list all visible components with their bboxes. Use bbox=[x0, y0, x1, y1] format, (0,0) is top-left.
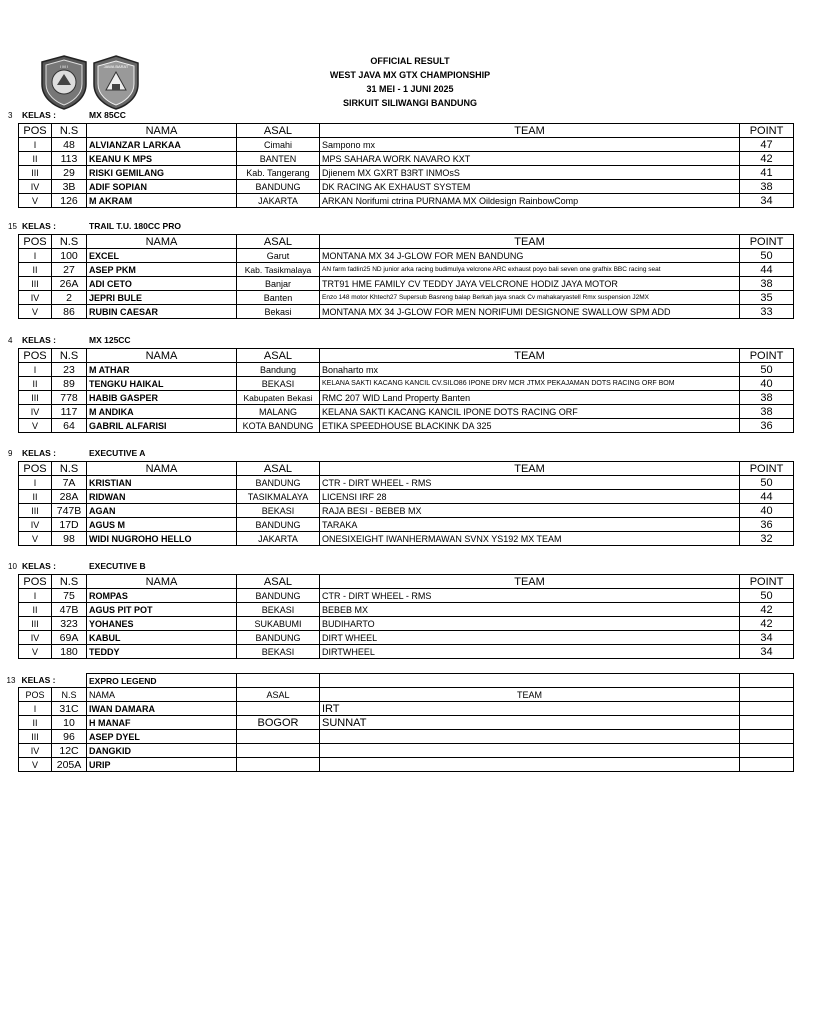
cell-nama: KRISTIAN bbox=[87, 476, 237, 490]
table-row bbox=[19, 405, 794, 419]
cell-team: Sampono mx bbox=[320, 138, 740, 152]
cell-point: 34 bbox=[740, 631, 794, 645]
cell-point: 41 bbox=[740, 166, 794, 180]
table-row bbox=[19, 180, 794, 194]
cell-ns: 3B bbox=[52, 180, 87, 194]
class-number: 9 bbox=[8, 449, 13, 458]
cell-nama: AGAN bbox=[87, 504, 237, 518]
cell-nama: IWAN DAMARA bbox=[87, 702, 237, 716]
cell-pos: III bbox=[19, 166, 52, 180]
cell-pos: II bbox=[19, 603, 52, 617]
cell-nama: RUBIN CAESAR bbox=[87, 305, 237, 319]
cell-ns: 100 bbox=[52, 249, 87, 263]
results-table bbox=[18, 123, 794, 208]
table-row bbox=[19, 419, 794, 433]
cell-ns: 117 bbox=[52, 405, 87, 419]
cell-asal: SUKABUMI bbox=[237, 617, 320, 631]
cell-ns: 29 bbox=[52, 166, 87, 180]
table-row bbox=[19, 532, 794, 546]
cell-asal: BANDUNG bbox=[237, 518, 320, 532]
table-header-row bbox=[19, 235, 794, 249]
kelas-label: KELAS : bbox=[22, 110, 56, 120]
results-table bbox=[18, 574, 794, 659]
table-row bbox=[19, 194, 794, 208]
cell-asal bbox=[237, 730, 320, 744]
cell-team: LICENSI IRF 28 bbox=[320, 490, 740, 504]
cell-team: RAJA BESI - BEBEB MX bbox=[320, 504, 740, 518]
cell-nama: TENGKU HAIKAL bbox=[87, 377, 237, 391]
cell-asal: BANTEN bbox=[237, 152, 320, 166]
col-header-pos: POS bbox=[19, 462, 52, 476]
cell-point: 50 bbox=[740, 589, 794, 603]
class-section bbox=[8, 110, 793, 208]
cell-pos: II bbox=[19, 716, 52, 730]
col-header-point: POINT bbox=[740, 349, 794, 363]
kelas-label: KELAS : bbox=[22, 448, 56, 458]
cell-pos: IV bbox=[19, 291, 52, 305]
cell-nama: WIDI NUGROHO HELLO bbox=[87, 532, 237, 546]
cell-asal bbox=[237, 702, 320, 716]
cell-nama: URIP bbox=[87, 758, 237, 772]
table-row bbox=[19, 152, 794, 166]
col-header-nama: NAMA bbox=[87, 124, 237, 138]
cell-team: ONESIXEIGHT IWANHERMAWAN SVNX YS192 MX TEAM bbox=[320, 532, 740, 546]
cell-point: 38 bbox=[740, 405, 794, 419]
col-header-team: TEAM bbox=[320, 349, 740, 363]
cell-ns: 86 bbox=[52, 305, 87, 319]
cell-point: 50 bbox=[740, 476, 794, 490]
cell-nama: KEANU K MPS bbox=[87, 152, 237, 166]
table-row bbox=[19, 166, 794, 180]
table-row bbox=[19, 305, 794, 319]
col-header-team: TEAM bbox=[320, 124, 740, 138]
cell-point bbox=[740, 716, 794, 730]
cell-pos: V bbox=[19, 305, 52, 319]
table-row bbox=[19, 138, 794, 152]
cell-point: 44 bbox=[740, 263, 794, 277]
cell-pos: II bbox=[19, 152, 52, 166]
col-header-asal: ASAL bbox=[237, 462, 320, 476]
cell-team: Djienem MX GXRT B3RT INMOsS bbox=[320, 166, 740, 180]
cell-pos: V bbox=[19, 645, 52, 659]
cell-ns: 205A bbox=[52, 758, 87, 772]
table-header-row bbox=[19, 124, 794, 138]
cell-point: 35 bbox=[740, 291, 794, 305]
class-number: 10 bbox=[8, 562, 17, 571]
jawa-barat-logo-icon bbox=[90, 54, 142, 110]
cell-ns: 64 bbox=[52, 419, 87, 433]
col-header-pos: POS bbox=[19, 349, 52, 363]
col-header-pos: POS bbox=[19, 235, 52, 249]
cell-point: 32 bbox=[740, 532, 794, 546]
cell-ns: 47B bbox=[52, 603, 87, 617]
col-header-point: POINT bbox=[740, 235, 794, 249]
cell-team: RMC 207 WID Land Property Banten bbox=[320, 391, 740, 405]
cell-team: ARKAN Norifumi ctrina PURNAMA MX Oildesign RainbowComp bbox=[320, 194, 740, 208]
cell-asal: Bandung bbox=[237, 363, 320, 377]
cell-ns: 747B bbox=[52, 504, 87, 518]
cell-ns: 12C bbox=[52, 744, 87, 758]
col-header-ns: N.S bbox=[52, 235, 87, 249]
col-header-nama: NAMA bbox=[87, 462, 237, 476]
cell-nama: HABIB GASPER bbox=[87, 391, 237, 405]
cell-point: 42 bbox=[740, 617, 794, 631]
cell-pos: III bbox=[19, 391, 52, 405]
col-header-nama: NAMA bbox=[87, 349, 237, 363]
cell-asal: Bekasi bbox=[237, 305, 320, 319]
col-header-asal: ASAL bbox=[237, 349, 320, 363]
cell-ns: 28A bbox=[52, 490, 87, 504]
results-table bbox=[6, 673, 794, 772]
results-table bbox=[18, 461, 794, 546]
cell-point: 40 bbox=[740, 377, 794, 391]
cell-asal: JAKARTA bbox=[237, 194, 320, 208]
cell-nama: EXCEL bbox=[87, 249, 237, 263]
cell-pos: I bbox=[19, 249, 52, 263]
table-row bbox=[19, 730, 794, 744]
cell-asal: Kabupaten Bekasi bbox=[237, 391, 320, 405]
col-header-team: TEAM bbox=[320, 235, 740, 249]
table-row bbox=[19, 476, 794, 490]
cell-team: CTR - DIRT WHEEL - RMS bbox=[320, 476, 740, 490]
cell-point: 36 bbox=[740, 518, 794, 532]
table-row bbox=[19, 377, 794, 391]
cell-pos: II bbox=[19, 263, 52, 277]
cell-asal: Banten bbox=[237, 291, 320, 305]
table-row bbox=[19, 603, 794, 617]
cell-ns: 2 bbox=[52, 291, 87, 305]
cell-team: DIRTWHEEL bbox=[320, 645, 740, 659]
cell-pos: IV bbox=[19, 631, 52, 645]
class-heading bbox=[8, 561, 793, 574]
cell-pos: V bbox=[19, 532, 52, 546]
cell-point: 42 bbox=[740, 152, 794, 166]
cell-nama: ROMPAS bbox=[87, 589, 237, 603]
col-header-ns: N.S bbox=[52, 462, 87, 476]
cell-team: SUNNAT bbox=[320, 716, 740, 730]
cell-point: 50 bbox=[740, 249, 794, 263]
cell-asal: BEKASI bbox=[237, 504, 320, 518]
class-section bbox=[8, 221, 793, 319]
cell-pos: I bbox=[19, 138, 52, 152]
class-heading bbox=[8, 221, 793, 234]
cell-pos: IV bbox=[19, 518, 52, 532]
table-row bbox=[19, 702, 794, 716]
cell-asal: JAKARTA bbox=[237, 532, 320, 546]
cell-nama: RIDWAN bbox=[87, 490, 237, 504]
cell-team bbox=[320, 744, 740, 758]
cell-ns: 69A bbox=[52, 631, 87, 645]
cell-asal: BEKASI bbox=[237, 603, 320, 617]
class-number: 3 bbox=[8, 111, 13, 120]
table-row bbox=[19, 504, 794, 518]
cell-pos: I bbox=[19, 589, 52, 603]
col-header-ns: N.S bbox=[52, 124, 87, 138]
document-header bbox=[310, 54, 510, 110]
cell-nama: H MANAF bbox=[87, 716, 237, 730]
cell-nama: AGUS PIT POT bbox=[87, 603, 237, 617]
col-header-pos: POS bbox=[19, 575, 52, 589]
col-header-team: TEAM bbox=[320, 462, 740, 476]
cell-asal bbox=[237, 758, 320, 772]
class-heading bbox=[8, 110, 793, 123]
table-row bbox=[19, 391, 794, 405]
col-header-nama: NAMA bbox=[87, 688, 237, 702]
cell-team: BUDIHARTO bbox=[320, 617, 740, 631]
cell-nama: KABUL bbox=[87, 631, 237, 645]
cell-team: AN farm fadlin25 ND junior arka racing budimulya velcrone ARC exhaust poyo bali seven one grafhix BBC racing seat bbox=[320, 263, 740, 277]
kelas-label: KELAS : bbox=[22, 335, 56, 345]
cell-point: 42 bbox=[740, 603, 794, 617]
cell-ns: 89 bbox=[52, 377, 87, 391]
cell-team bbox=[320, 758, 740, 772]
class-section bbox=[8, 335, 793, 433]
cell-nama: M ATHAR bbox=[87, 363, 237, 377]
cell-asal: Banjar bbox=[237, 277, 320, 291]
header-title: OFFICIAL RESULT bbox=[370, 56, 450, 66]
cell-pos: IV bbox=[19, 180, 52, 194]
cell-pos: V bbox=[19, 194, 52, 208]
cell-asal: Cimahi bbox=[237, 138, 320, 152]
cell-ns: 96 bbox=[52, 730, 87, 744]
table-row bbox=[19, 716, 794, 730]
cell-nama: ASEP PKM bbox=[87, 263, 237, 277]
cell-asal: MALANG bbox=[237, 405, 320, 419]
cell-team: KELANA SAKTI KACANG KANCIL CV.SILO86 IPONE DRV MCR JTMX PEKAJAMAN DOTS RACING ORF BOM bbox=[320, 377, 740, 391]
cell-point: 44 bbox=[740, 490, 794, 504]
cell-team: TARAKA bbox=[320, 518, 740, 532]
cell-point: 36 bbox=[740, 419, 794, 433]
cell-ns: 7A bbox=[52, 476, 87, 490]
cell-point: 34 bbox=[740, 194, 794, 208]
cell-team: Enzo 148 motor Khtech27 Supersub Basreng balap Berkah jaya snack Cv mahakaryastell Rmx suspension J2MX bbox=[320, 291, 740, 305]
cell-nama: ADI CETO bbox=[87, 277, 237, 291]
cell-team: BEBEB MX bbox=[320, 603, 740, 617]
results-table bbox=[18, 348, 794, 433]
col-header-pos: POS bbox=[19, 124, 52, 138]
table-row bbox=[19, 277, 794, 291]
cell-point bbox=[740, 758, 794, 772]
cell-asal: Kab. Tangerang bbox=[237, 166, 320, 180]
class-number: 4 bbox=[8, 336, 13, 345]
cell-team: IRT bbox=[320, 702, 740, 716]
cell-team: MONTANA MX 34 J-GLOW FOR MEN NORIFUMI DESIGNONE SWALLOW SPM ADD bbox=[320, 305, 740, 319]
cell-team: DIRT WHEEL bbox=[320, 631, 740, 645]
header-date: 31 MEI - 1 JUNI 2025 bbox=[366, 84, 454, 94]
cell-nama: RISKI GEMILANG bbox=[87, 166, 237, 180]
cell-pos: I bbox=[19, 702, 52, 716]
cell-asal: TASIKMALAYA bbox=[237, 490, 320, 504]
col-header-pos: POS bbox=[19, 688, 52, 702]
col-header-asal: ASAL bbox=[237, 235, 320, 249]
cell-asal: Garut bbox=[237, 249, 320, 263]
kelas-label: KELAS : bbox=[22, 561, 56, 571]
cell-nama: GABRIL ALFARISI bbox=[87, 419, 237, 433]
cell-pos: III bbox=[19, 617, 52, 631]
cell-ns: 98 bbox=[52, 532, 87, 546]
cell-asal: BANDUNG bbox=[237, 180, 320, 194]
cell-pos: III bbox=[19, 730, 52, 744]
table-row bbox=[19, 744, 794, 758]
table-row bbox=[19, 363, 794, 377]
cell-pos: II bbox=[19, 490, 52, 504]
col-header-asal: ASAL bbox=[237, 688, 320, 702]
cell-ns: 10 bbox=[52, 716, 87, 730]
class-name: MX 125CC bbox=[89, 335, 131, 345]
col-header-ns: N.S bbox=[52, 575, 87, 589]
results-table bbox=[18, 234, 794, 319]
class-name: EXECUTIVE A bbox=[89, 448, 146, 458]
cell-ns: 48 bbox=[52, 138, 87, 152]
cell-ns: 323 bbox=[52, 617, 87, 631]
cell-point: 38 bbox=[740, 180, 794, 194]
cell-team bbox=[320, 730, 740, 744]
cell-team: Bonaharto mx bbox=[320, 363, 740, 377]
cell-point: 50 bbox=[740, 363, 794, 377]
col-header-point: POINT bbox=[740, 575, 794, 589]
cell-point: 40 bbox=[740, 504, 794, 518]
cell-point: 38 bbox=[740, 391, 794, 405]
col-header-nama: NAMA bbox=[87, 235, 237, 249]
table-row bbox=[19, 291, 794, 305]
cell-ns: 113 bbox=[52, 152, 87, 166]
table-row bbox=[19, 518, 794, 532]
table-header-row bbox=[19, 349, 794, 363]
svg-text:JAWA BARAT: JAWA BARAT bbox=[103, 64, 129, 69]
table-row bbox=[19, 263, 794, 277]
cell-team: MONTANA MX 34 J-GLOW FOR MEN BANDUNG bbox=[320, 249, 740, 263]
header-championship: WEST JAVA MX GTX CHAMPIONSHIP bbox=[329, 70, 491, 80]
cell-team: KELANA SAKTI KACANG KANCIL IPONE DOTS RACING ORF bbox=[320, 405, 740, 419]
cell-nama: ADIF SOPIAN bbox=[87, 180, 237, 194]
cell-ns: 180 bbox=[52, 645, 87, 659]
cell-asal: BEKASI bbox=[237, 377, 320, 391]
cell-nama: M AKRAM bbox=[87, 194, 237, 208]
cell-asal: BEKASI bbox=[237, 645, 320, 659]
imi-logo-icon bbox=[38, 54, 90, 110]
cell-pos: I bbox=[19, 476, 52, 490]
class-number: 13 KELAS : bbox=[19, 674, 52, 688]
kelas-label: KELAS : bbox=[22, 221, 56, 231]
cell-nama: M ANDIKA bbox=[87, 405, 237, 419]
cell-asal: BANDUNG bbox=[237, 631, 320, 645]
cell-nama: TEDDY bbox=[87, 645, 237, 659]
col-header-asal: ASAL bbox=[237, 124, 320, 138]
table-row bbox=[19, 758, 794, 772]
class-section bbox=[8, 448, 793, 546]
cell-pos: I bbox=[19, 363, 52, 377]
col-header-point: POINT bbox=[740, 124, 794, 138]
col-header-asal: ASAL bbox=[237, 575, 320, 589]
cell-pos: V bbox=[19, 758, 52, 772]
class-name: EXPRO LEGEND bbox=[87, 674, 237, 688]
cell-asal: Kab. Tasikmalaya bbox=[237, 263, 320, 277]
cell-ns: 778 bbox=[52, 391, 87, 405]
cell-pos: II bbox=[19, 377, 52, 391]
cell-team: DK RACING AK EXHAUST SYSTEM bbox=[320, 180, 740, 194]
cell-nama: AGUS M bbox=[87, 518, 237, 532]
class-name: TRAIL T.U. 180CC PRO bbox=[89, 221, 181, 231]
table-row bbox=[19, 617, 794, 631]
cell-team: TRT91 HME FAMILY CV TEDDY JAYA VELCRONE HODIZ JAYA MOTOR bbox=[320, 277, 740, 291]
cell-ns: 23 bbox=[52, 363, 87, 377]
table-row bbox=[19, 589, 794, 603]
cell-asal: BANDUNG bbox=[237, 476, 320, 490]
class-name: EXECUTIVE B bbox=[89, 561, 146, 571]
cell-ns: 17D bbox=[52, 518, 87, 532]
col-header-team: TEAM bbox=[320, 688, 740, 702]
table-header-row bbox=[19, 575, 794, 589]
col-header-team: TEAM bbox=[320, 575, 740, 589]
cell-asal: BANDUNG bbox=[237, 589, 320, 603]
table-header-row bbox=[19, 462, 794, 476]
cell-team: CTR - DIRT WHEEL - RMS bbox=[320, 589, 740, 603]
cell-ns: 31C bbox=[52, 702, 87, 716]
cell-nama: JEPRI BULE bbox=[87, 291, 237, 305]
cell-ns: 75 bbox=[52, 589, 87, 603]
class-section-expro-legend bbox=[6, 673, 793, 772]
cell-point bbox=[740, 730, 794, 744]
cell-nama: DANGKID bbox=[87, 744, 237, 758]
class-heading bbox=[8, 335, 793, 348]
svg-text:I M I: I M I bbox=[60, 64, 68, 69]
table-row bbox=[19, 249, 794, 263]
cell-ns: 27 bbox=[52, 263, 87, 277]
col-header-point: POINT bbox=[740, 462, 794, 476]
cell-ns: 126 bbox=[52, 194, 87, 208]
cell-asal bbox=[237, 744, 320, 758]
cell-point: 38 bbox=[740, 277, 794, 291]
cell-nama: ASEP DYEL bbox=[87, 730, 237, 744]
cell-team: MPS SAHARA WORK NAVARO KXT bbox=[320, 152, 740, 166]
table-row bbox=[19, 631, 794, 645]
cell-point: 47 bbox=[740, 138, 794, 152]
table-row bbox=[19, 490, 794, 504]
header-venue: SIRKUIT SILIWANGI BANDUNG bbox=[343, 98, 477, 108]
cell-pos: IV bbox=[19, 744, 52, 758]
cell-pos: III bbox=[19, 277, 52, 291]
class-section bbox=[8, 561, 793, 659]
cell-nama: YOHANES bbox=[87, 617, 237, 631]
cell-asal: KOTA BANDUNG bbox=[237, 419, 320, 433]
col-header-nama: NAMA bbox=[87, 575, 237, 589]
table-row bbox=[19, 645, 794, 659]
cell-team: ETIKA SPEEDHOUSE BLACKINK DA 325 bbox=[320, 419, 740, 433]
class-heading bbox=[8, 448, 793, 461]
cell-pos: III bbox=[19, 504, 52, 518]
cell-pos: IV bbox=[19, 405, 52, 419]
cell-point bbox=[740, 702, 794, 716]
col-header-ns: N.S bbox=[52, 349, 87, 363]
col-header-ns: N.S bbox=[52, 688, 87, 702]
class-number: 15 bbox=[8, 222, 17, 231]
cell-asal: BOGOR bbox=[237, 716, 320, 730]
class-name: MX 85CC bbox=[89, 110, 126, 120]
cell-pos: V bbox=[19, 419, 52, 433]
cell-point: 34 bbox=[740, 645, 794, 659]
cell-ns: 26A bbox=[52, 277, 87, 291]
cell-nama: ALVIANZAR LARKAA bbox=[87, 138, 237, 152]
cell-point: 33 bbox=[740, 305, 794, 319]
cell-point bbox=[740, 744, 794, 758]
